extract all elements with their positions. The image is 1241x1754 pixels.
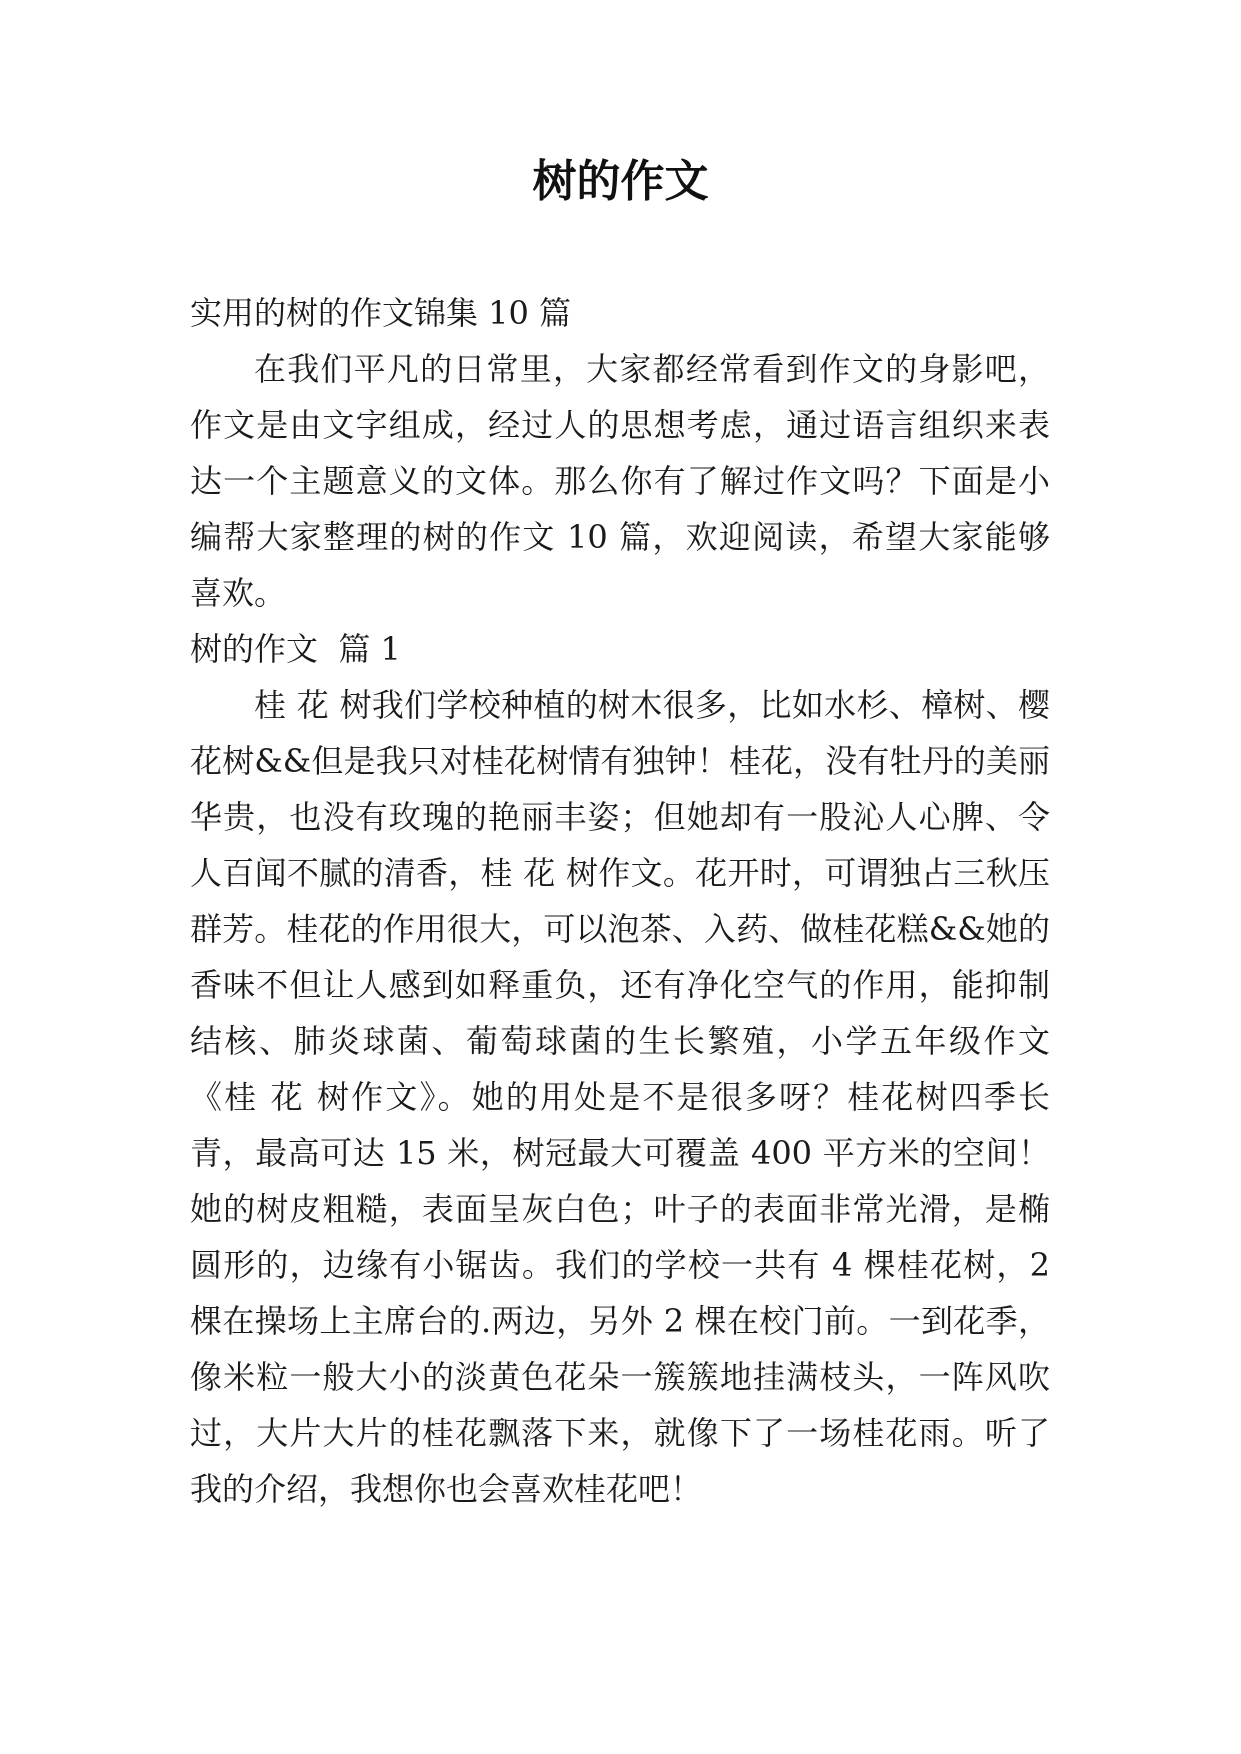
section-body-paragraph: 桂 花 树我们学校种植的树木很多，比如水杉、樟树、樱花树&&但是我只对桂花树情有独钟！桂花，没有牡丹的美丽华贵，也没有玫瑰的艳丽丰姿；但她却有一股沁人心脾、令人百闻不腻的清香，桂 花 树作文。花开时，可谓独占三秋压群芳。桂花的作用很大，可以泡茶、入药、做桂花糕&&她的香味不但让人感到如释重负，还有净化空气的作用，能抑制结核、肺炎球菌、葡萄球菌的生长繁殖，小学五年级作文《桂 花 树作文》。她的用处是不是很多呀？桂花树四季长青，最高可达 15 米，树冠最大可覆盖 400 平方米的空间！她的树皮粗糙，表面呈灰白色；叶子的表面非常光滑，是椭圆形的，边缘有小锯齿。我们的学校一共有 4 棵桂花树，2 棵在操场上主席台的.两边，另外 2 棵在校门前。一到花季，像米粒一般大小的淡黄色花朵一簇簇地挂满枝头，一阵风吹过，大片大片的桂花飘落下来，就像下了一场桂花雨。听了我的介绍，我想你也会喜欢桂花吧！: [190, 686, 1050, 1508]
section-heading: 树的作文 篇 1: [190, 630, 401, 668]
document-subtitle: 实用的树的作文锦集 10 篇: [190, 294, 572, 332]
intro-paragraph: 在我们平凡的日常里，大家都经常看到作文的身影吧，作文是由文字组成，经过人的思想考虑，通过语言组织来表达一个主题意义的文体。那么你有了解过作文吗？下面是小编帮大家整理的树的作文 10 篇，欢迎阅读，希望大家能够喜欢。: [190, 350, 1050, 612]
page-title: 树的作文: [532, 156, 709, 207]
document-body: [190, 285, 1050, 1517]
